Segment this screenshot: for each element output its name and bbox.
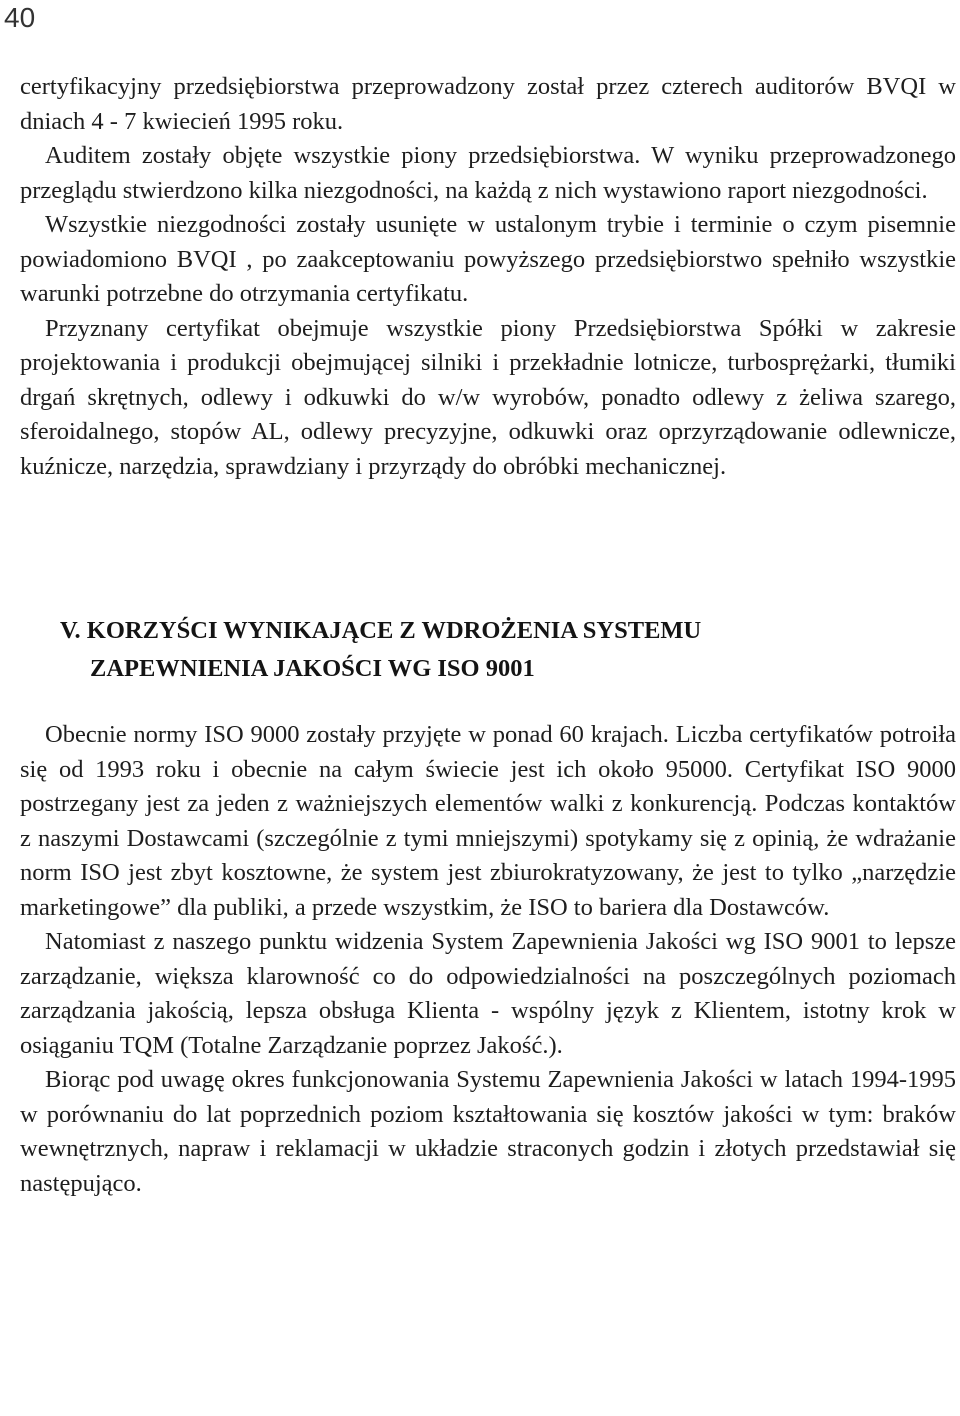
- top-text-block: [20, 70, 956, 484]
- page-number: 40: [4, 2, 36, 33]
- section-heading-line-2: ZAPEWNIENIA JAKOŚCI WG ISO 9001: [90, 655, 535, 682]
- paragraph-audit-scope: Auditem zostały objęte wszystkie piony przedsiębiorstwa. W wyniku przeprowadzonego przeglądu stwierdzono kilka niezgodności, na każdą z nich wystawiono raport niezgodności.: [20, 142, 956, 204]
- bottom-text-block: [20, 718, 956, 1201]
- paragraph-nonconformities-removed: Wszystkie niezgodności zostały usunięte w ustalonym trybie i terminie o czym pisemnie powiadomiono BVQI , po zaakceptowaniu powyższego przedsiębiorstwo spełniło wszystkie warunki potrzebne do otrzymania certyfikatu.: [20, 211, 956, 307]
- paragraph-certification-audit: certyfikacyjny przedsiębiorstwa przeprowadzony został przez czterech auditorów BVQI w dniach 4 - 7 kwiecień 1995 roku.: [20, 73, 956, 135]
- paragraph-iso-adoption: Obecnie normy ISO 9000 zostały przyjęte w ponad 60 krajach. Liczba certyfikatów potroiła się od 1993 roku i obecnie na całym świecie jest ich około 95000. Certyfikat ISO 9000 postrzegany jest za jeden z ważniejszych elementów walki z konkurencją. Podczas kontaktów z naszymi Dostawcami (szczególnie z tymi mniejszymi) spotykamy się z opinią, że wdrażanie norm ISO jest zbyt kosztowne, że system jest zbiurokratyzowany, że jest to tylko „narzędzie marketingowe” dla publiki, a przede wszystkim, że ISO to bariera dla Dostawców.: [20, 721, 956, 921]
- section-heading: [60, 612, 940, 688]
- paragraph-quality-costs: Biorąc pod uwagę okres funkcjonowania Systemu Zapewnienia Jakości w latach 1994-1995 w porównaniu do lat poprzednich poziom kształtowania się kosztów jakości w tym: braków wewnętrznych, napraw i reklamacji w układzie straconych godzin i złotych przedstawiał się następująco.: [20, 1066, 956, 1197]
- paragraph-certificate-scope: Przyznany certyfikat obejmuje wszystkie piony Przedsiębiorstwa Spółki w zakresie projektowania i produkcji obejmującej silniki i przekładnie lotnicze, turbosprężarki, tłumiki drgań skrętnych, odlewy i odkuwki do w/w wyrobów, ponadto odlewy z żeliwa szarego, sferoidalnego, stopów AL, odlewy precyzyjne, odkuwki oraz oprzyrządowanie odlewnicze, kuźnicze, narzędzia, sprawdziany i przyrządy do obróbki mechanicznej.: [20, 314, 956, 480]
- section-heading-line-1: V. KORZYŚCI WYNIKAJĄCE Z WDROŻENIA SYSTEMU: [60, 617, 702, 644]
- paragraph-benefits: Natomiast z naszego punktu widzenia System Zapewnienia Jakości wg ISO 9001 to lepsze zarządzanie, większa klarowność co do odpowiedzialności na poszczególnych poziomach zarządzania jakością, lepsza obsługa Klienta - wspólny język z Klientem, istotny krok w osiąganiu TQM (Totalne Zarządzanie poprzez Jakość.).: [20, 928, 956, 1059]
